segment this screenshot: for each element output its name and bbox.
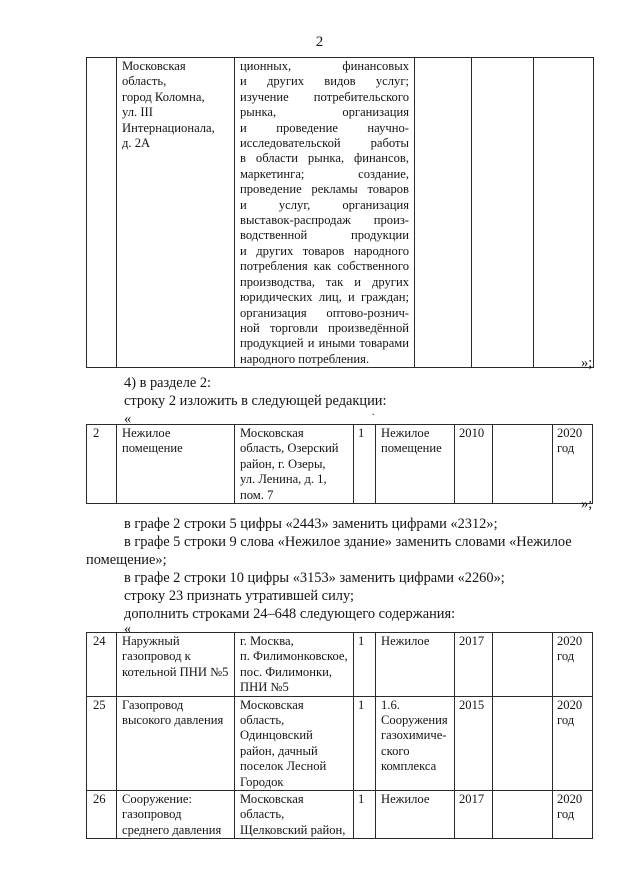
text-line: проведение рекламы товаров [240,182,409,197]
text-line: в области рынка, финансов, [240,151,409,166]
text-line: пом. 7 [240,487,274,502]
cell-address [235,425,354,504]
text-line: и услуг, организация [240,197,409,212]
text-line: выставок-распродаж произ- [240,213,409,228]
cell-name [117,425,235,504]
cell-num: 25 [87,696,117,790]
cell-type [376,791,455,839]
text-line: ционных, финансовых [240,59,409,73]
text-line: Нежилое [381,426,430,440]
section-heading: 4) в разделе 2: [124,375,212,391]
text-line: Нежилое [122,426,171,440]
page-number: 2 [315,34,324,50]
cell-year: 2010 [455,425,493,504]
instruction-line: строку 2 изложить в следующей редакции: [124,393,387,409]
cell-count: 1 [354,633,376,697]
cell-num: 24 [87,633,117,697]
text-line: ского [381,743,410,758]
text-line: производства, так и других [240,274,409,289]
cell-type [376,696,455,790]
instruction-line: в графе 5 строки 9 слова «Нежилое здание» заменить словами «Нежилое [124,534,572,550]
top-table [86,57,594,368]
closing-quote: »; [581,355,593,371]
cell-num: 26 [87,791,117,839]
text-line: водственной продукции [240,228,409,243]
text-line: Нежилое [381,634,430,648]
text-line: газопровод [122,807,182,822]
instruction-line: строку 23 признать утратившей силу; [124,588,354,604]
text-line: юридических лиц, и граждан; [240,290,409,305]
cell-empty [472,58,534,368]
text-line: высокого давления [122,713,224,728]
cell-year: 2017 [455,791,493,839]
cell-empty [534,58,594,368]
text-line: Сооружения [381,713,448,728]
text-line: и проведение научно- [240,120,409,135]
text-line: область, Озерский [240,441,339,456]
cell-due [553,633,593,697]
text-line: газопровод к [122,649,191,664]
text-line: д. 2А [122,136,151,151]
text-line: помещение [122,441,183,456]
open-quote: « [124,621,132,637]
cell-year: 2015 [455,696,493,790]
cell-empty [493,791,553,839]
instruction-line: в графе 2 строки 10 цифры «3153» заменить цифрами «2260»; [124,570,505,586]
text-line: помещение [381,441,442,456]
text-line: Нежилое [381,792,430,807]
text-line: ул. III [122,105,153,120]
text-line: Московская [122,59,186,73]
text-line: Интернационала, [122,120,215,135]
text-line: ной торговли произведённой [240,320,409,335]
text-line: среднего давления [122,822,222,837]
open-quote: « [124,411,132,427]
cell-year: 2017 [455,633,493,697]
text-line: Московская [240,697,304,712]
cell-count: 1 [354,791,376,839]
cell-empty [493,633,553,697]
cell-empty [415,58,472,368]
cell-address [235,791,354,839]
cell-address [235,633,354,697]
text-line: газохимиче- [381,728,447,743]
table-row [87,791,593,839]
text-line: год [557,649,575,664]
cell-address [235,696,354,790]
text-line: народного потребления. [240,351,370,366]
cell-name [117,791,235,839]
row2-table [86,424,593,504]
text-line: п. Филимонковское, [240,649,348,664]
cell-num: 2 [87,425,117,504]
text-line: 2020 [557,634,583,648]
text-line: город Коломна, [122,89,205,104]
text-line: Газопровод [122,697,184,712]
text-line: год [557,807,575,822]
text-line: пос. Филимонки, [240,664,332,679]
cell-type [376,633,455,697]
text-line: Сооружение: [122,792,192,807]
text-line: район, г. Озеры, [240,456,326,471]
rows-table [86,632,593,839]
cell-due [553,791,593,839]
cell-name [117,696,235,790]
text-line: исследовательской работы [240,136,409,151]
text-line: маркетинга; создание, [240,166,409,181]
instruction-line: в графе 2 строки 5 цифры «2443» заменить цифрами «2312»; [124,516,498,532]
text-line: 2020 [557,792,583,807]
table-row [87,696,593,790]
instruction-line: дополнить строками 24–648 следующего содержания: [124,606,456,622]
text-line: г. Москва, [240,634,294,648]
text-line: область, [122,74,167,89]
instruction-line: помещение»; [86,552,167,568]
text-line: область, [240,807,285,822]
cell-count: 1 [354,696,376,790]
text-line: организация оптово-рознич- [240,305,409,320]
cell-type [376,425,455,504]
text-line: Щелковский район, [240,822,346,837]
cell-empty [493,425,553,504]
text-line: год [557,441,575,456]
text-line: ПНИ №5 [240,680,289,695]
table-row [87,425,593,504]
text-line: год [557,713,575,728]
text-line: Городок [240,774,284,789]
cell-address [117,58,235,368]
text-line: область, [240,713,285,728]
cell-name [117,633,235,697]
text-line: Наружный [122,634,180,648]
text-line: Московская [240,426,304,440]
closing-quote: »; [581,496,593,512]
text-line: изучение потребительского [240,89,409,104]
text-line: рынка, организация [240,105,409,120]
table-row [87,633,593,697]
text-line: 2020 [557,426,583,440]
text-line: продукцией и иными товарами [240,336,409,351]
cell-num [87,58,117,368]
cell-due [553,425,593,504]
text-line: комплекса [381,759,437,774]
text-line: Московская [240,792,304,807]
text-line: котельной ПНИ №5 [122,664,229,679]
text-line: и других товаров народного [240,243,409,258]
text-line: и других видов услуг; [240,74,409,89]
text-line: 1.6. [381,697,400,712]
cell-count: 1 [354,425,376,504]
text-line: район, дачный [240,743,318,758]
cell-activity [235,58,415,368]
text-line: потребления как собственного [240,259,409,274]
dot: . [372,407,375,418]
cell-due [553,696,593,790]
text-line: ул. Ленина, д. 1, [240,472,327,487]
text-line: поселок Лесной [240,759,327,774]
text-line: Одинцовский [240,728,313,743]
cell-empty [493,696,553,790]
table-row [87,58,594,368]
text-line: 2020 [557,697,583,712]
